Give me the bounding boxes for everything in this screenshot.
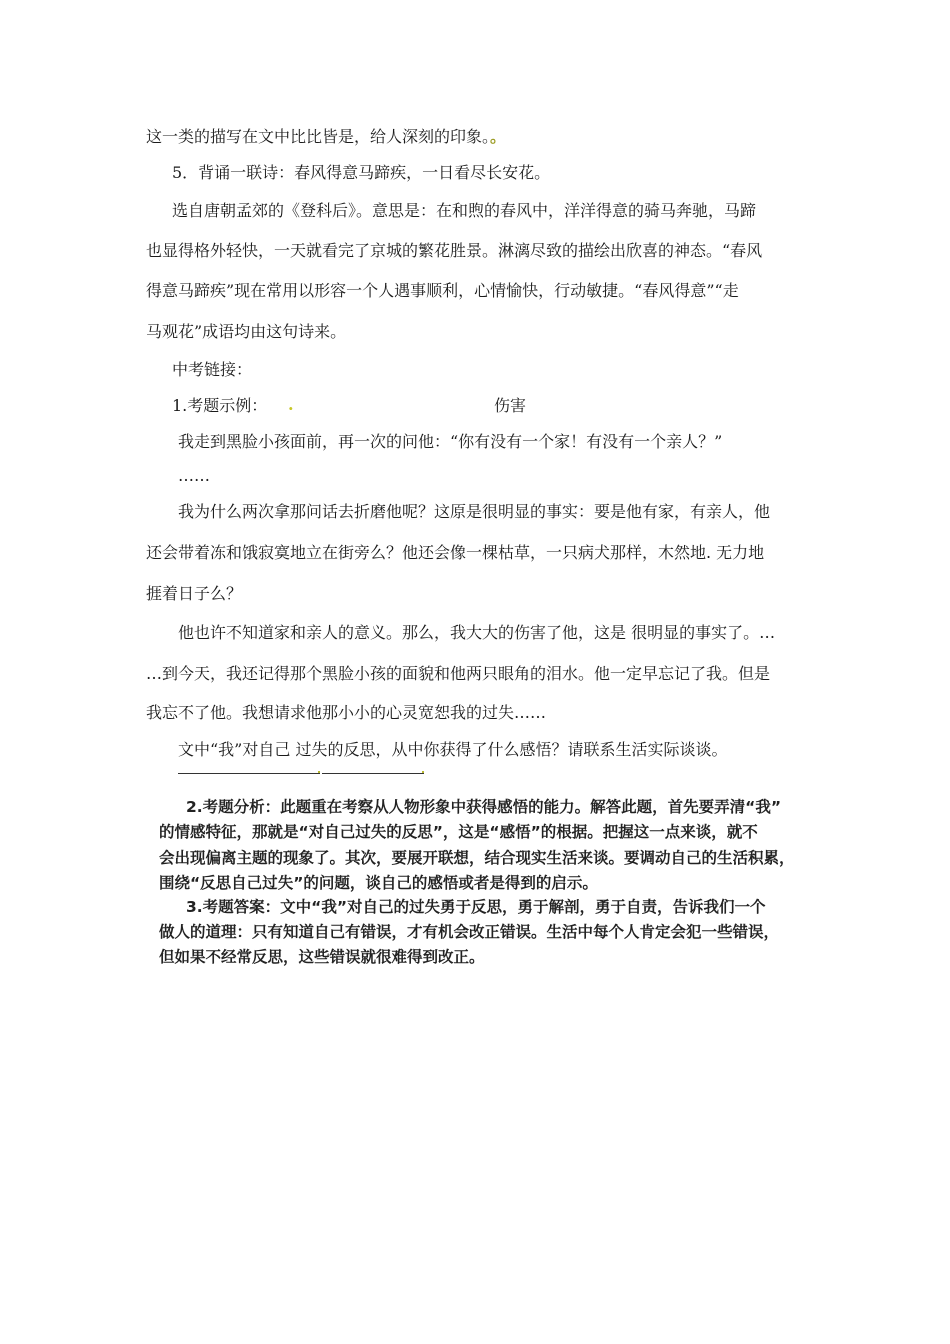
passage-line: …… [178,466,210,485]
example-label: 1.考题示例： [172,396,268,415]
passage-line: 捱着日子么？ [146,584,243,603]
answer-blank-mark [422,771,424,773]
question-text: 文中“我”对自己 过失的反思，从中你获得了什么感悟？请联系生活实际谈谈。 [178,740,728,759]
answer-blank-line [322,773,424,774]
passage-line: 我走到黑脸小孩面前，再一次的问他：“你有没有一个家！有没有一个亲人？” [178,432,723,451]
passage-line: …到今天，我还记得那个黑脸小孩的面貌和他两只眼角的泪水。他一定早忘记了我。但是 [146,664,771,683]
item5-explanation-line: 也显得格外轻快，一天就看完了京城的繁花胜景。淋漓尽致的描绘出欣喜的神态。“春风 [146,241,763,260]
passage-line: 还会带着冻和饿寂寞地立在街旁么？他还会像一棵枯草，一只病犬那样，木然地. 无力地 [146,543,765,562]
answer-blank-line [178,773,320,774]
answer-blank-mark [318,771,320,773]
item5-explanation-line: 选自唐朝孟郊的《登科后》。意思是：在和煦的春风中，洋洋得意的骑马奔驰，马蹄 [172,201,757,220]
exam-link-heading: 中考链接： [172,360,253,379]
item5-explanation-line: 得意马蹄疾”现在常用以形容一个人遇事顺利，心情愉快，行动敏捷。“春风得意”“走 [146,281,739,300]
passage-title: 伤害 [494,396,527,415]
answer-line: 3.考题答案：文中“我”对自己的过失勇于反思，勇于解剖，勇于自责，告诉我们一个 [186,898,766,916]
analysis-line: 的情感特征，那就是“对自己过失的反思”，这是“感悟”的根据。把握这一点来谈，就不 [159,823,758,841]
example-dot: . [288,395,294,414]
passage-line: 我忘不了他。我想请求他那小小的心灵宽恕我的过失…… [146,703,547,722]
intro-paragraph [146,127,506,147]
passage-line: 他也许不知道家和亲人的意义。那么，我大大的伤害了他，这是 很明显的事实了。… [178,623,776,642]
intro-text: 这一类的描写在文中比比皆是，给人深刻的印象。 [146,127,491,146]
analysis-line: 围绕“反思自己过失”的问题，谈自己的感悟或者是得到的启示。 [159,874,598,892]
item5-explanation-line: 马观花”成语均由这句诗来。 [146,322,347,341]
item5-title: 5．背诵一联诗：春风得意马蹄疾，一日看尽长安花。 [172,163,551,182]
intro-mark: 。 [490,127,507,146]
analysis-line: 会出现偏离主题的现象了。其次，要展开联想，结合现实生活来谈。要调动自己的生活积累， [159,849,795,867]
passage-line: 我为什么两次拿那问话去折磨他呢？这原是很明显的事实：要是他有家，有亲人，他 [178,502,771,521]
answer-line: 但如果不经常反思，这些错误就很难得到改正。 [159,948,485,966]
analysis-line: 2.考题分析：此题重在考察从人物形象中获得感悟的能力。解答此题，首先要弄清“我” [186,798,782,816]
answer-line: 做人的道理：只有知道自己有错误，才有机会改正错误。生活中每个人肯定会犯一些错误， [159,923,780,941]
